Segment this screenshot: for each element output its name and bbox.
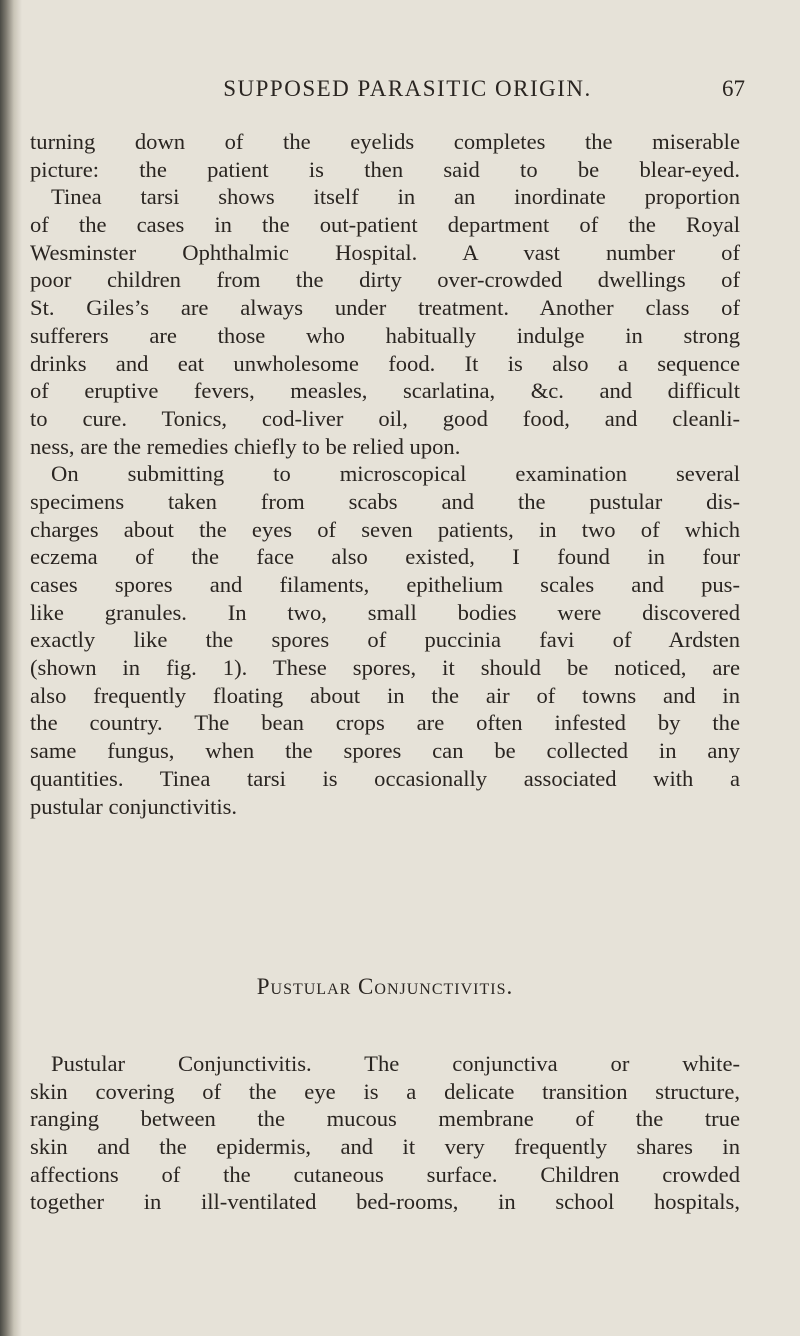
text-line: Wesminster Ophthalmic Hospital. A vast number of bbox=[30, 239, 740, 265]
text-line: Tinea tarsi shows itself in an inordinate proportion bbox=[51, 184, 740, 210]
text-line: On submitting to microscopical examination several bbox=[51, 461, 740, 487]
running-head bbox=[70, 76, 745, 108]
text-line: exactly like the spores of puccinia favi of Ardsten bbox=[30, 627, 740, 653]
text-line: sufferers are those who habitually indulge in strong bbox=[30, 322, 740, 348]
text-line: the country. The bean crops are often infested by the bbox=[30, 710, 740, 736]
text-line: skin covering of the eye is a delicate transition structure, bbox=[30, 1078, 740, 1104]
text-line: Pustular Conjunctivitis. The conjunctiva or white- bbox=[51, 1051, 740, 1076]
running-title: SUPPOSED PARASITIC ORIGIN. bbox=[223, 76, 592, 101]
text-line: charges about the eyes of seven patients, in two of which bbox=[30, 516, 740, 542]
page-number: 67 bbox=[722, 76, 745, 101]
text-line: of the cases in the out-patient department of the Royal bbox=[30, 212, 740, 238]
text-line: same fungus, when the spores can be collected in any bbox=[30, 738, 740, 764]
text-line: affections of the cutaneous surface. Children crowded bbox=[30, 1161, 740, 1187]
text-line: skin and the epidermis, and it very frequently shares in bbox=[30, 1134, 740, 1160]
section-heading: Pustular Conjunctivitis. bbox=[256, 974, 514, 999]
body-text-top bbox=[30, 128, 740, 820]
text-line: ness, are the remedies chiefly to be relied upon. bbox=[30, 433, 461, 459]
text-line: eczema of the face also existed, I found in four bbox=[30, 544, 740, 570]
text-line: specimens taken from scabs and the pustular dis- bbox=[30, 488, 740, 514]
text-line: picture: the patient is then said to be blear-eyed. bbox=[30, 156, 740, 182]
text-line: drinks and eat unwholesome food. It is also a sequence bbox=[30, 350, 740, 376]
text-line: St. Giles’s are always under treatment. Another class of bbox=[30, 295, 740, 321]
text-line: like granules. In two, small bodies were discovered bbox=[30, 599, 740, 625]
text-line: poor children from the dirty over-crowded dwellings of bbox=[30, 267, 740, 293]
text-line: pustular conjunctivitis. bbox=[30, 793, 238, 819]
text-line: turning down of the eyelids completes the miserable bbox=[30, 129, 740, 154]
text-line: of eruptive fevers, measles, scarlatina, &c. and difficult bbox=[30, 378, 740, 404]
text-line: also frequently floating about in the air of towns and in bbox=[30, 682, 740, 708]
text-line: cases spores and filaments, epithelium scales and pus- bbox=[30, 572, 740, 597]
text-line: quantities. Tinea tarsi is occasionally associated with a bbox=[30, 765, 740, 791]
text-line: to cure. Tonics, cod-liver oil, good food, and cleanli- bbox=[30, 405, 740, 431]
text-line: ranging between the mucous membrane of the true bbox=[30, 1106, 740, 1132]
text-line: together in ill-ventilated bed-rooms, in school hospitals, bbox=[30, 1189, 740, 1215]
body-text-bottom bbox=[30, 1050, 740, 1216]
text-line: (shown in fig. 1). These spores, it should be noticed, are bbox=[30, 655, 740, 681]
